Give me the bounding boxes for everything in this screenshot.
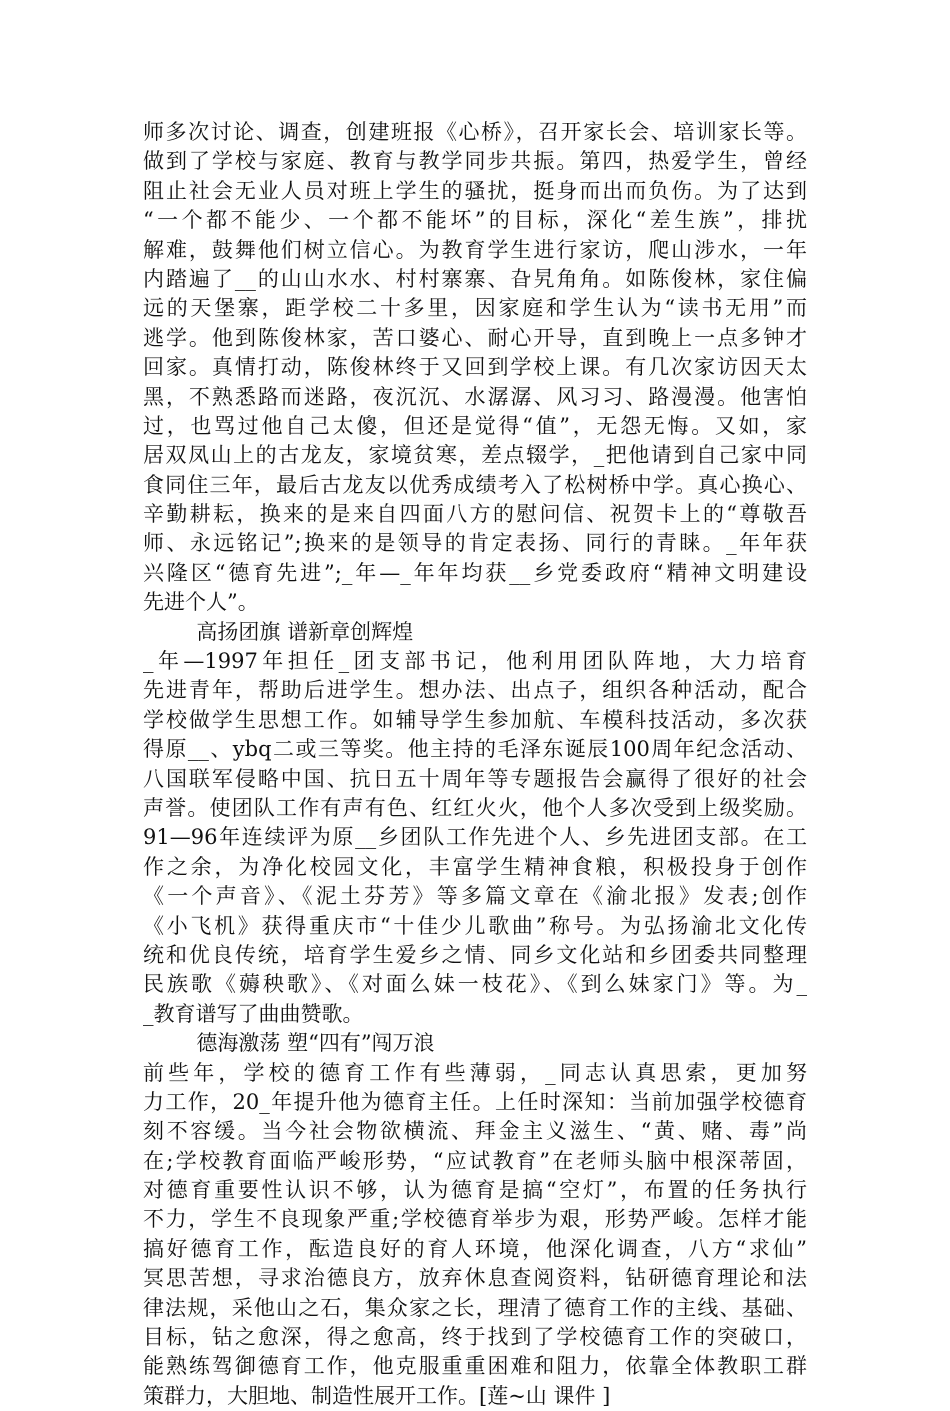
text-line: 兴隆区“德育先进”;_年—_年年均获__乡党委政府“精神文明建设: [143, 560, 807, 585]
text-line: 内踏遍了__的山山水水、村村寨寨、旮旯角角。如陈俊林，家住偏: [143, 266, 807, 291]
text-line: “一个都不能少、一个都不能坏”的目标，深化“差生族”，排扰: [143, 208, 807, 233]
text-line: 师多次讨论、调查，创建班报《心桥》，召开家长会、培训家长等。: [143, 120, 807, 144]
text-line: 不力，学生不良现象严重;学校德育举步为艰，形势严峻。怎样才能: [143, 1207, 807, 1232]
text-line: 对德育重要性认识不够，认为德育是搞“空灯”，布置的任务执行: [143, 1178, 807, 1203]
text-line: 德海激荡 塑“四有”闯万浪: [143, 1031, 435, 1056]
text-line: 民族歌《薅秧歌》、《对面么妹一枝花》、《到么妹家门》等。为_: [143, 972, 807, 997]
text-line: 黑，不熟悉路而迷路，夜沉沉、水潺潺、风习习、路漫漫。他害怕: [143, 384, 807, 409]
text-line: 前些年，学校的德育工作有些薄弱，_同志认真思索，更加努: [143, 1060, 807, 1085]
text-line: 师、永远铭记”;换来的是领导的肯定表扬、同行的青睐。_年年获: [143, 531, 807, 556]
text-line: 力工作，20_年提升他为德育主任。上任时深知：当前加强学校德育: [143, 1089, 807, 1114]
text-line: 统和优良传统，培育学生爱乡之情、同乡文化站和乡团委共同整理: [143, 942, 807, 967]
text-line: 过，也骂过他自己太傻，但还是觉得“值”，无怨无悔。又如，家: [143, 413, 807, 438]
text-line: 高扬团旗 谱新章创辉煌: [143, 619, 414, 644]
text-line: 回家。真情打动，陈俊林终于又回到学校上课。有几次家访因天太: [143, 355, 807, 380]
text-line: 刻不容缓。当今社会物欲横流、拜金主义滋生、“黄、赌、毒”尚: [143, 1119, 807, 1144]
text-line: 解难，鼓舞他们树立信心。为教育学生进行家访，爬山涉水，一年: [143, 237, 807, 262]
text-line: 辛勤耕耘，换来的是来自四面八方的慰问信、祝贺卡上的“尊敬吾: [143, 502, 807, 527]
document-body: [143, 118, 807, 1411]
text-line: 食同住三年，最后古龙友以优秀成绩考入了松树桥中学。真心换心、: [143, 472, 807, 497]
text-line: 律法规，采他山之石，集众家之长，理清了德育工作的主线、基础、: [143, 1295, 807, 1320]
text-line: 逃学。他到陈俊林家，苦口婆心、耐心开导，直到晚上一点多钟才: [143, 325, 807, 350]
text-line: 远的天堡寨，距学校二十多里，因家庭和学生认为“读书无用”而: [143, 296, 807, 321]
text-line: 搞好德育工作，酝造良好的育人环境，他深化调查，八方“求仙”: [143, 1236, 807, 1261]
text-line: 先进青年，帮助后进学生。想办法、出点子，组织各种活动，配合: [143, 678, 807, 703]
text-line: 《小飞机》获得重庆市“十佳少儿歌曲”称号。为弘扬渝北文化传: [143, 913, 807, 938]
text-line: 目标，钻之愈深，得之愈高，终于找到了学校德育工作的突破口，: [143, 1325, 807, 1350]
text-line: _教育谱写了曲曲赞歌。: [143, 1001, 364, 1026]
text-line: 在;学校教育面临严峻形势，“应试教育”在老师头脑中根深蒂固，: [143, 1148, 807, 1173]
text-line: 先进个人”。: [143, 590, 259, 615]
text-line: 学校做学生思想工作。如辅导学生参加航、车模科技活动，多次获: [143, 707, 807, 732]
text-line: 策群力，大胆地、制造性展开工作。[莲~山 课件 ]: [143, 1383, 611, 1408]
text-line: 得原__、ybq二或三等奖。他主持的毛泽东诞辰100周年纪念活动、: [143, 737, 807, 762]
text-line: 阻止社会无业人员对班上学生的骚扰，挺身而出而负伤。为了达到: [143, 178, 807, 203]
text-line: _年—1997年担任_团支部书记，他利用团队阵地，大力培育: [143, 649, 807, 674]
text-line: 声誉。使团队工作有声有色、红红火火，他个人多次受到上级奖励。: [143, 795, 807, 820]
text-line: 作之余，为净化校园文化，丰富学生精神食粮，积极投身于创作: [143, 854, 807, 879]
text-line: 居双凤山上的古龙友，家境贫寒，差点辍学，_把他请到自己家中同: [143, 443, 807, 468]
text-line: 八国联军侵略中国、抗日五十周年等专题报告会赢得了很好的社会: [143, 766, 807, 791]
text-line: 《一个声音》、《泥土芬芳》等多篇文章在《渝北报》发表;创作: [143, 884, 807, 909]
text-line: 做到了学校与家庭、教育与教学同步共振。第四，热爱学生，曾经: [143, 149, 807, 174]
text-line: 冥思苦想，寻求治德良方，放弃休息查阅资料，钻研德育理论和法: [143, 1266, 807, 1291]
text-line: 能熟练驾御德育工作，他克服重重困难和阻力，依靠全体教职工群: [143, 1354, 807, 1379]
text-line: 91—96年连续评为原__乡团队工作先进个人、乡先进团支部。在工: [143, 825, 807, 850]
